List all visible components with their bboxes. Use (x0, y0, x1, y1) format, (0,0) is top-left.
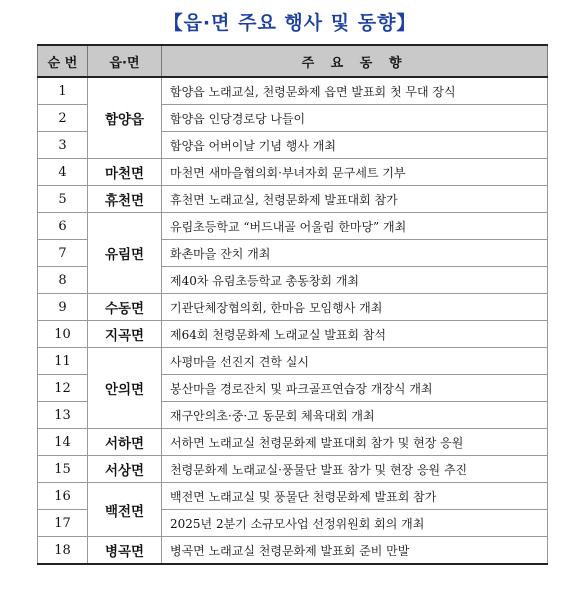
town-name: 지곡면 (88, 321, 162, 348)
event-description: 사평마을 선진지 견학 실시 (162, 348, 548, 375)
row-number: 14 (38, 429, 88, 456)
row-number: 17 (38, 510, 88, 537)
row-number: 6 (38, 213, 88, 240)
table-row (38, 186, 548, 213)
row-number: 15 (38, 456, 88, 483)
event-description: 서하면 노래교실 천령문화제 발표대회 참가 및 현장 응원 (162, 429, 548, 456)
town-name: 휴천면 (88, 186, 162, 213)
row-number: 12 (38, 375, 88, 402)
event-description: 화촌마을 잔치 개최 (162, 240, 548, 267)
table-row (38, 537, 548, 565)
events-table (37, 44, 548, 565)
town-name: 유림면 (88, 213, 162, 294)
header-town: 읍·면 (88, 45, 162, 77)
town-name: 서상면 (88, 456, 162, 483)
row-number: 4 (38, 159, 88, 186)
event-description: 천령문화제 노래교실·풍물단 발표 참가 및 현장 응원 추진 (162, 456, 548, 483)
header-content: 주 요 동 향 (162, 45, 548, 77)
table-row (38, 213, 548, 240)
event-description: 함양읍 어버이날 기념 행사 개최 (162, 132, 548, 159)
table-row (38, 294, 548, 321)
table-header-row (38, 45, 548, 77)
event-description: 제40차 유림초등학교 총동창회 개최 (162, 267, 548, 294)
event-description: 기관단체장협의회, 한마음 모임행사 개최 (162, 294, 548, 321)
table-row (38, 348, 548, 375)
row-number: 2 (38, 105, 88, 132)
event-description: 2025년 2분기 소규모사업 선정위원회 회의 개최 (162, 510, 548, 537)
table-row (38, 321, 548, 348)
row-number: 8 (38, 267, 88, 294)
page-title: 【읍·면 주요 행사 및 동향】 (163, 12, 417, 34)
row-number: 13 (38, 402, 88, 429)
town-name: 함양읍 (88, 77, 162, 159)
town-name: 안의면 (88, 348, 162, 429)
event-description: 백전면 노래교실 및 풍물단 천령문화제 발표회 참가 (162, 483, 548, 510)
row-number: 16 (38, 483, 88, 510)
table-row (38, 483, 548, 510)
row-number: 7 (38, 240, 88, 267)
event-description: 마천면 새마을협의회·부녀자회 문구세트 기부 (162, 159, 548, 186)
town-name: 백전면 (88, 483, 162, 537)
event-description: 제64회 천령문화제 노래교실 발표회 참석 (162, 321, 548, 348)
row-number: 10 (38, 321, 88, 348)
town-name: 병곡면 (88, 537, 162, 565)
row-number: 9 (38, 294, 88, 321)
row-number: 3 (38, 132, 88, 159)
event-description: 유림초등학교 “버드내골 어울림 한마당” 개최 (162, 213, 548, 240)
table-row (38, 159, 548, 186)
event-description: 함양읍 인당경로당 나들이 (162, 105, 548, 132)
event-description: 재구안의초·중·고 동문회 체육대회 개최 (162, 402, 548, 429)
event-description: 봉산마을 경로잔치 및 파크골프연습장 개장식 개최 (162, 375, 548, 402)
town-name: 서하면 (88, 429, 162, 456)
row-number: 11 (38, 348, 88, 375)
row-number: 18 (38, 537, 88, 565)
event-description: 병곡면 노래교실 천령문화제 발표회 준비 만발 (162, 537, 548, 565)
event-description: 함양읍 노래교실, 천령문화제 읍면 발표회 첫 무대 장식 (162, 77, 548, 105)
town-name: 마천면 (88, 159, 162, 186)
event-description: 휴천면 노래교실, 천령문화제 발표대회 참가 (162, 186, 548, 213)
table-body (38, 77, 548, 564)
header-number: 순 번 (38, 45, 88, 77)
table-row (38, 77, 548, 105)
row-number: 1 (38, 77, 88, 105)
row-number: 5 (38, 186, 88, 213)
table-row (38, 429, 548, 456)
table-row (38, 456, 548, 483)
town-name: 수동면 (88, 294, 162, 321)
